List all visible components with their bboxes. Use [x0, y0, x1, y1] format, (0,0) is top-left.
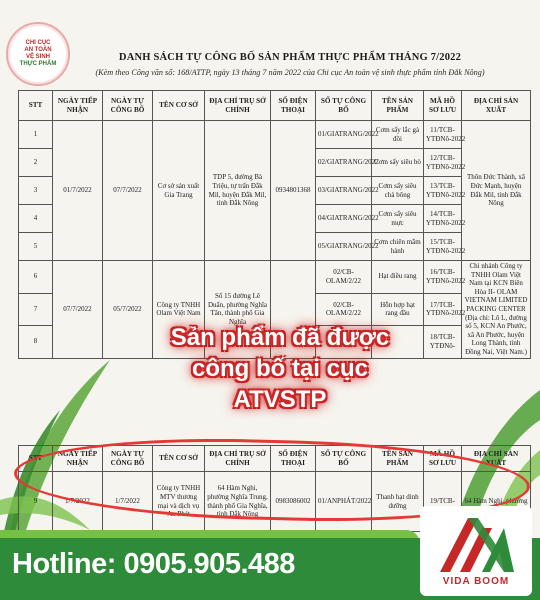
stamp-line-2: AN TOÀN: [24, 47, 52, 53]
cell-product: Thanh hạt dinh dưỡng: [372, 472, 424, 532]
cell-stt: 7: [19, 293, 53, 326]
cell-record-code: 12/TCB-YTĐNô-2022: [424, 149, 462, 177]
stamp-line-1: CHI CỤC: [25, 40, 51, 46]
cell-product: Cơm sấy siêu mực: [372, 205, 424, 233]
cell-stt: 8: [19, 326, 53, 359]
cell-declaration-no: 02/CB-OLAM/2/22: [316, 261, 372, 294]
cell-declaration-no: 02/CB-OLAM/2/22: [316, 293, 372, 326]
col-header: ĐỊA CHỈ TRỤ SỞ CHÍNH: [205, 91, 271, 121]
cell-record-code: 15/TCB-YTĐNô-2022: [424, 233, 462, 261]
cell-product: Cơm sấy siêu bò: [372, 149, 424, 177]
cell-declared: 05/7/2022: [103, 261, 153, 359]
cell-production-address: Thôn Đức Thành, xã Đức Mạnh, huyện Đắk Mil, tỉnh Đắk Nông: [462, 121, 531, 261]
cell-product: Hỗn hợp hạt rang đầu: [372, 293, 424, 326]
cell-declaration-no: 02/GIATRANG/2022: [316, 149, 372, 177]
cell-record-code: 14/TCB-YTĐNô-2022: [424, 205, 462, 233]
cell-record-code: 16/TCB-YTĐNô-2022: [424, 261, 462, 294]
cell-stt: 9: [19, 472, 53, 532]
cell-received: 07/7/2022: [53, 261, 103, 359]
col-header: MÃ HỒ SƠ LƯU: [424, 91, 462, 121]
cell-declaration-no: 03/GIATRANG/2022: [316, 177, 372, 205]
cell-production-address: 64 Hàm Nghi, phường: [462, 472, 531, 532]
cell-address: Số 15 đường Lê Duẩn, phường Nghĩa Tân, thành phố Gia Nghĩa: [205, 261, 271, 359]
col-header: SỐ TỰ CÔNG BỐ: [316, 446, 372, 472]
cell-declaration-no: 05/GIATRANG/2022: [316, 233, 372, 261]
stamp-line-4: THỰC PHẨM: [19, 61, 57, 67]
cell-declaration-no: 04/GIATRANG/2022: [316, 205, 372, 233]
col-header: NGÀY TỰ CÔNG BỐ: [103, 91, 153, 121]
document-subtitle: (Kèm theo Công văn số: 168/ATTP, ngày 13 tháng 7 năm 2022 của Chi cục An toàn vệ sinh thực phẩm tỉnh Đắk Nông): [95, 68, 485, 77]
cell-declared: 1/7/2022: [103, 472, 153, 532]
hotline-text: Hotline: 0905.905.488: [12, 548, 295, 580]
cell-stt: 3: [19, 177, 53, 205]
col-header: SỐ TỰ CÔNG BỐ: [316, 91, 372, 121]
cell-received: 01/7/2022: [53, 121, 103, 261]
caption-line-2: công bố tại cục: [191, 355, 368, 382]
caption-line-3: ATVSTP: [233, 386, 327, 413]
cell-record-code: 17/TCB-YTĐNô-2022: [424, 293, 462, 326]
cell-product: Cơm sấy siêu chà bông: [372, 177, 424, 205]
food-safety-stamp: [6, 22, 70, 86]
col-header: ĐỊA CHỈ TRỤ SỞ CHÍNH: [205, 446, 271, 472]
col-header: STT: [19, 91, 53, 121]
document-title: DANH SÁCH TỰ CÔNG BỐ SẢN PHẨM THỰC PHẨM THÁNG 7/2022: [118, 52, 462, 63]
col-header: TÊN CƠ SỞ: [153, 91, 205, 121]
cell-address: 64 Hàm Nghi, phường Nghĩa Trung, thành phố Gia Nghĩa, tỉnh Đắk Nông: [205, 472, 271, 532]
col-header: STT: [19, 446, 53, 472]
cell-facility: Công ty TNHH MTV thương mại và dịch vụ An Phát: [153, 472, 205, 532]
cell-phone: 0983086002: [271, 472, 316, 532]
cell-stt: 5: [19, 233, 53, 261]
col-header: ĐỊA CHỈ SẢN XUẤT: [462, 446, 531, 472]
table-row: [19, 121, 531, 149]
highlight-caption: [150, 322, 410, 415]
table-row: [19, 261, 531, 294]
col-header: TÊN SẢN PHẨM: [372, 91, 424, 121]
col-header: TÊN SẢN PHẨM: [372, 446, 424, 472]
col-header: ĐỊA CHỈ SẢN XUẤT: [462, 91, 531, 121]
col-header: SỐ ĐIỆN THOẠI: [271, 446, 316, 472]
brand-name: VIDA BOOM: [442, 576, 510, 587]
cell-phone: 0934801368: [271, 121, 316, 261]
col-header: NGÀY TIẾP NHẬN: [53, 91, 103, 121]
cell-product: Hạt điều rang: [372, 261, 424, 294]
cell-record-code: 13/TCB-YTĐNô-2022: [424, 177, 462, 205]
cell-stt: 2: [19, 149, 53, 177]
col-header: MÃ HỒ SƠ LƯU: [424, 446, 462, 472]
caption-line-1: Sản phẩm đã được: [170, 324, 390, 351]
cell-declaration-no: 01/ANPHÁT/2022: [316, 472, 372, 532]
table-header-row: [19, 91, 531, 121]
cell-record-code: 19/TCB-: [424, 472, 462, 532]
col-header: NGÀY TIẾP NHẬN: [53, 446, 103, 472]
cell-record-code: 11/TCB-YTĐNô-2022: [424, 121, 462, 149]
cell-facility: Công ty TNHH Olam Việt Nam: [153, 261, 205, 359]
cell-stt: 1: [19, 121, 53, 149]
cell-stt: 4: [19, 205, 53, 233]
cell-product: Cơm chiên mắm hành: [372, 233, 424, 261]
cell-record-code: 18/TCB-YTĐNô-: [424, 326, 462, 359]
cell-facility: Cơ sở sản xuất Gia Trang: [153, 121, 205, 261]
stamp-line-3: VỆ SINH: [25, 54, 50, 60]
col-header: SỐ ĐIỆN THOẠI: [271, 91, 316, 121]
cell-product: Cơm sấy lắc gà đồi: [372, 121, 424, 149]
cell-declaration-no: 01/GIATRANG/2022: [316, 121, 372, 149]
cell-production-address: Chi nhánh Công ty TNHH Olam Việt Nam tại KCN Biên Hòa II- OLAM VIETNAM LIMITED PACKING CENTER (Địa chỉ: Lô L, đường số 5, KCN An Phước, xã An Phước, huyện Long Thành, tỉnh Đồng Nai, Việt Nam.): [462, 261, 531, 359]
col-header: TÊN CƠ SỞ: [153, 446, 205, 472]
cell-address: TDP 5, đường Bà Triệu, tự trấn Đắk Mil, huyện Đắk Mil, tỉnh Đắk Nông: [205, 121, 271, 261]
cell-stt: 6: [19, 261, 53, 294]
cell-declared: 07/7/2022: [103, 121, 153, 261]
col-header: NGÀY TỰ CÔNG BỐ: [103, 446, 153, 472]
cell-received: 1/7/2022: [53, 472, 103, 532]
